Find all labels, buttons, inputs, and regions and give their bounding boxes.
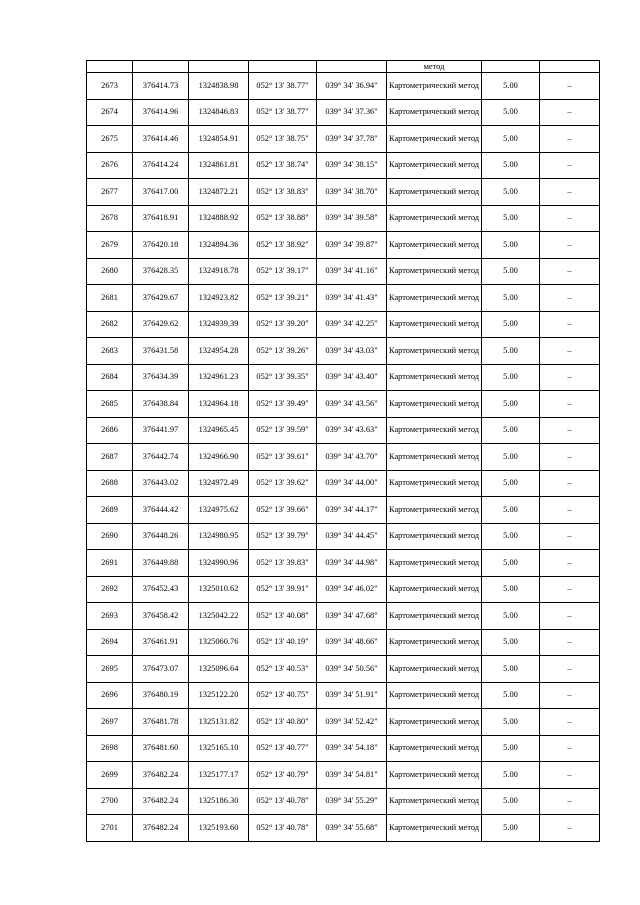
method-cell: Картометрический метод (387, 815, 482, 842)
method-cell: Картометрический метод (387, 576, 482, 603)
latitude-cell: 052° 13' 39.59" (249, 417, 317, 444)
y-coordinate-cell: 1324980.95 (189, 523, 249, 550)
table-row (87, 205, 600, 232)
note-cell: – (540, 73, 600, 100)
x-coordinate-cell (133, 61, 189, 73)
latitude-cell: 052° 13' 40.77" (249, 735, 317, 762)
y-coordinate-cell: 1324964.18 (189, 391, 249, 418)
y-coordinate-cell: 1324939.39 (189, 311, 249, 338)
method-cell: Картометрический метод (387, 788, 482, 815)
accuracy-cell: 5.00 (482, 576, 540, 603)
latitude-cell: 052° 13' 38.74" (249, 152, 317, 179)
table-row (87, 73, 600, 100)
longitude-cell: 039° 34' 39.58" (317, 205, 387, 232)
table-row (87, 417, 600, 444)
y-coordinate-cell: 1324954.28 (189, 338, 249, 365)
longitude-cell: 039° 34' 51.91" (317, 682, 387, 709)
method-cell: Картометрический метод (387, 391, 482, 418)
method-cell: Картометрический метод (387, 152, 482, 179)
longitude-cell: 039° 34' 36.94" (317, 73, 387, 100)
table-row (87, 497, 600, 524)
accuracy-cell: 5.00 (482, 364, 540, 391)
accuracy-cell: 5.00 (482, 709, 540, 736)
latitude-cell: 052° 13' 39.66" (249, 497, 317, 524)
point-number-cell: 2687 (87, 444, 133, 471)
method-cell: Картометрический метод (387, 258, 482, 285)
accuracy-cell: 5.00 (482, 179, 540, 206)
y-coordinate-cell: 1325193.60 (189, 815, 249, 842)
x-coordinate-cell: 376414.73 (133, 73, 189, 100)
method-cell: метод (387, 61, 482, 73)
point-number-cell: 2681 (87, 285, 133, 312)
y-coordinate-cell: 1324861.81 (189, 152, 249, 179)
point-number-cell (87, 61, 133, 73)
table-row (87, 735, 600, 762)
latitude-cell: 052° 13' 39.79" (249, 523, 317, 550)
point-number-cell: 2683 (87, 338, 133, 365)
note-cell: – (540, 258, 600, 285)
y-coordinate-cell: 1324888.92 (189, 205, 249, 232)
x-coordinate-cell: 376441.97 (133, 417, 189, 444)
x-coordinate-cell: 376482.24 (133, 788, 189, 815)
method-cell: Картометрический метод (387, 523, 482, 550)
latitude-cell: 052° 13' 39.61" (249, 444, 317, 471)
accuracy-cell: 5.00 (482, 682, 540, 709)
method-cell: Картометрический метод (387, 735, 482, 762)
latitude-cell: 052° 13' 38.77" (249, 99, 317, 126)
note-cell: – (540, 735, 600, 762)
table-row (87, 179, 600, 206)
y-coordinate-cell: 1324975.62 (189, 497, 249, 524)
x-coordinate-cell: 376438.84 (133, 391, 189, 418)
accuracy-cell: 5.00 (482, 656, 540, 683)
latitude-cell: 052° 13' 39.26" (249, 338, 317, 365)
longitude-cell: 039° 34' 55.68" (317, 815, 387, 842)
point-number-cell: 2676 (87, 152, 133, 179)
longitude-cell: 039° 34' 43.63" (317, 417, 387, 444)
note-cell: – (540, 709, 600, 736)
accuracy-cell: 5.00 (482, 788, 540, 815)
latitude-cell: 052° 13' 39.20" (249, 311, 317, 338)
longitude-cell: 039° 34' 38.70" (317, 179, 387, 206)
method-cell: Картометрический метод (387, 99, 482, 126)
accuracy-cell: 5.00 (482, 629, 540, 656)
note-cell: – (540, 285, 600, 312)
longitude-cell (317, 61, 387, 73)
x-coordinate-cell: 376443.02 (133, 470, 189, 497)
table-row (87, 815, 600, 842)
y-coordinate-cell: 1324854.91 (189, 126, 249, 153)
table-row (87, 629, 600, 656)
point-number-cell: 2697 (87, 709, 133, 736)
table-row (87, 603, 600, 630)
x-coordinate-cell: 376431.58 (133, 338, 189, 365)
note-cell (540, 61, 600, 73)
latitude-cell: 052° 13' 40.75" (249, 682, 317, 709)
y-coordinate-cell: 1324872.21 (189, 179, 249, 206)
note-cell: – (540, 311, 600, 338)
longitude-cell: 039° 34' 48.66" (317, 629, 387, 656)
note-cell: – (540, 550, 600, 577)
x-coordinate-cell: 376481.60 (133, 735, 189, 762)
note-cell: – (540, 205, 600, 232)
y-coordinate-cell: 1325042.22 (189, 603, 249, 630)
point-number-cell: 2684 (87, 364, 133, 391)
longitude-cell: 039° 34' 43.03" (317, 338, 387, 365)
table-row (87, 523, 600, 550)
longitude-cell: 039° 34' 54.18" (317, 735, 387, 762)
table-row (87, 788, 600, 815)
y-coordinate-cell: 1325165.10 (189, 735, 249, 762)
y-coordinate-cell: 1324990.96 (189, 550, 249, 577)
method-cell: Картометрический метод (387, 73, 482, 100)
table-row (87, 709, 600, 736)
y-coordinate-cell: 1325177.17 (189, 762, 249, 789)
method-cell: Картометрический метод (387, 205, 482, 232)
method-cell: Картометрический метод (387, 497, 482, 524)
y-coordinate-cell: 1325122.20 (189, 682, 249, 709)
longitude-cell: 039° 34' 37.78" (317, 126, 387, 153)
x-coordinate-cell: 376417.00 (133, 179, 189, 206)
coordinates-table (86, 60, 600, 842)
note-cell: – (540, 179, 600, 206)
accuracy-cell (482, 61, 540, 73)
x-coordinate-cell: 376442.74 (133, 444, 189, 471)
note-cell: – (540, 417, 600, 444)
latitude-cell: 052° 13' 40.19" (249, 629, 317, 656)
point-number-cell: 2700 (87, 788, 133, 815)
point-number-cell: 2678 (87, 205, 133, 232)
latitude-cell: 052° 13' 40.78" (249, 788, 317, 815)
method-cell: Картометрический метод (387, 656, 482, 683)
y-coordinate-cell: 1325096.64 (189, 656, 249, 683)
x-coordinate-cell: 376414.96 (133, 99, 189, 126)
table-row (87, 285, 600, 312)
point-number-cell: 2677 (87, 179, 133, 206)
point-number-cell: 2680 (87, 258, 133, 285)
point-number-cell: 2674 (87, 99, 133, 126)
longitude-cell: 039° 34' 44.00" (317, 470, 387, 497)
longitude-cell: 039° 34' 41.16" (317, 258, 387, 285)
method-cell: Картометрический метод (387, 417, 482, 444)
x-coordinate-cell: 376452.43 (133, 576, 189, 603)
y-coordinate-cell: 1324972.49 (189, 470, 249, 497)
latitude-cell: 052° 13' 40.53" (249, 656, 317, 683)
method-cell: Картометрический метод (387, 762, 482, 789)
table-row (87, 126, 600, 153)
latitude-cell: 052° 13' 38.77" (249, 73, 317, 100)
longitude-cell: 039° 34' 44.45" (317, 523, 387, 550)
method-cell: Картометрический метод (387, 338, 482, 365)
latitude-cell: 052° 13' 39.91" (249, 576, 317, 603)
point-number-cell: 2688 (87, 470, 133, 497)
y-coordinate-cell: 1324923.82 (189, 285, 249, 312)
longitude-cell: 039° 34' 42.25" (317, 311, 387, 338)
point-number-cell: 2694 (87, 629, 133, 656)
latitude-cell: 052° 13' 38.83" (249, 179, 317, 206)
x-coordinate-cell: 376473.07 (133, 656, 189, 683)
x-coordinate-cell: 376482.24 (133, 815, 189, 842)
table-row (87, 99, 600, 126)
table-row (87, 338, 600, 365)
longitude-cell: 039° 34' 47.68" (317, 603, 387, 630)
longitude-cell: 039° 34' 44.17" (317, 497, 387, 524)
table-row (87, 682, 600, 709)
note-cell: – (540, 629, 600, 656)
y-coordinate-cell: 1324846.83 (189, 99, 249, 126)
point-number-cell: 2690 (87, 523, 133, 550)
latitude-cell: 052° 13' 39.21" (249, 285, 317, 312)
x-coordinate-cell: 376414.24 (133, 152, 189, 179)
x-coordinate-cell: 376448.26 (133, 523, 189, 550)
point-number-cell: 2699 (87, 762, 133, 789)
table-row (87, 470, 600, 497)
table-row (87, 258, 600, 285)
method-cell: Картометрический метод (387, 629, 482, 656)
note-cell: – (540, 656, 600, 683)
accuracy-cell: 5.00 (482, 73, 540, 100)
note-cell: – (540, 232, 600, 259)
table-row (87, 444, 600, 471)
point-number-cell: 2682 (87, 311, 133, 338)
point-number-cell: 2698 (87, 735, 133, 762)
y-coordinate-cell: 1324894.36 (189, 232, 249, 259)
x-coordinate-cell: 376429.67 (133, 285, 189, 312)
y-coordinate-cell: 1324966.90 (189, 444, 249, 471)
point-number-cell: 2679 (87, 232, 133, 259)
latitude-cell: 052° 13' 40.08" (249, 603, 317, 630)
method-cell: Картометрический метод (387, 709, 482, 736)
longitude-cell: 039° 34' 41.43" (317, 285, 387, 312)
x-coordinate-cell: 376434.39 (133, 364, 189, 391)
x-coordinate-cell: 376461.91 (133, 629, 189, 656)
note-cell: – (540, 815, 600, 842)
method-cell: Картометрический метод (387, 126, 482, 153)
accuracy-cell: 5.00 (482, 258, 540, 285)
y-coordinate-cell (189, 61, 249, 73)
note-cell: – (540, 603, 600, 630)
latitude-cell (249, 61, 317, 73)
latitude-cell: 052° 13' 38.92" (249, 232, 317, 259)
note-cell: – (540, 99, 600, 126)
table-row (87, 391, 600, 418)
point-number-cell: 2686 (87, 417, 133, 444)
x-coordinate-cell: 376449.88 (133, 550, 189, 577)
table-row (87, 232, 600, 259)
note-cell: – (540, 788, 600, 815)
note-cell: – (540, 497, 600, 524)
y-coordinate-cell: 1324961.23 (189, 364, 249, 391)
x-coordinate-cell: 376414.46 (133, 126, 189, 153)
point-number-cell: 2691 (87, 550, 133, 577)
x-coordinate-cell: 376429.62 (133, 311, 189, 338)
method-cell: Картометрический метод (387, 470, 482, 497)
accuracy-cell: 5.00 (482, 99, 540, 126)
note-cell: – (540, 152, 600, 179)
method-cell: Картометрический метод (387, 444, 482, 471)
note-cell: – (540, 364, 600, 391)
longitude-cell: 039° 34' 54.81" (317, 762, 387, 789)
latitude-cell: 052° 13' 40.80" (249, 709, 317, 736)
longitude-cell: 039° 34' 43.70" (317, 444, 387, 471)
y-coordinate-cell: 1325010.62 (189, 576, 249, 603)
point-number-cell: 2701 (87, 815, 133, 842)
accuracy-cell: 5.00 (482, 391, 540, 418)
y-coordinate-cell: 1324838.98 (189, 73, 249, 100)
table-body (87, 61, 600, 842)
longitude-cell: 039° 34' 52.42" (317, 709, 387, 736)
method-cell: Картометрический метод (387, 364, 482, 391)
method-cell: Картометрический метод (387, 232, 482, 259)
point-number-cell: 2685 (87, 391, 133, 418)
y-coordinate-cell: 1324965.45 (189, 417, 249, 444)
method-cell: Картометрический метод (387, 285, 482, 312)
note-cell: – (540, 391, 600, 418)
latitude-cell: 052° 13' 40.79" (249, 762, 317, 789)
point-number-cell: 2696 (87, 682, 133, 709)
x-coordinate-cell: 376481.78 (133, 709, 189, 736)
accuracy-cell: 5.00 (482, 152, 540, 179)
x-coordinate-cell: 376420.18 (133, 232, 189, 259)
latitude-cell: 052° 13' 40.78" (249, 815, 317, 842)
latitude-cell: 052° 13' 39.49" (249, 391, 317, 418)
y-coordinate-cell: 1325131.82 (189, 709, 249, 736)
accuracy-cell: 5.00 (482, 497, 540, 524)
accuracy-cell: 5.00 (482, 311, 540, 338)
accuracy-cell: 5.00 (482, 470, 540, 497)
accuracy-cell: 5.00 (482, 205, 540, 232)
point-number-cell: 2692 (87, 576, 133, 603)
x-coordinate-cell: 376444.42 (133, 497, 189, 524)
accuracy-cell: 5.00 (482, 338, 540, 365)
longitude-cell: 039° 34' 44.98" (317, 550, 387, 577)
point-number-cell: 2689 (87, 497, 133, 524)
point-number-cell: 2693 (87, 603, 133, 630)
point-number-cell: 2673 (87, 73, 133, 100)
accuracy-cell: 5.00 (482, 126, 540, 153)
latitude-cell: 052° 13' 39.83" (249, 550, 317, 577)
x-coordinate-cell: 376480.19 (133, 682, 189, 709)
x-coordinate-cell: 376482.24 (133, 762, 189, 789)
method-cell: Картометрический метод (387, 603, 482, 630)
table-row (87, 656, 600, 683)
y-coordinate-cell: 1325060.76 (189, 629, 249, 656)
longitude-cell: 039° 34' 50.56" (317, 656, 387, 683)
longitude-cell: 039° 34' 55.29" (317, 788, 387, 815)
note-cell: – (540, 444, 600, 471)
accuracy-cell: 5.00 (482, 232, 540, 259)
accuracy-cell: 5.00 (482, 735, 540, 762)
latitude-cell: 052° 13' 39.17" (249, 258, 317, 285)
note-cell: – (540, 338, 600, 365)
x-coordinate-cell: 376428.35 (133, 258, 189, 285)
accuracy-cell: 5.00 (482, 285, 540, 312)
accuracy-cell: 5.00 (482, 762, 540, 789)
accuracy-cell: 5.00 (482, 603, 540, 630)
method-cell: Картометрический метод (387, 179, 482, 206)
point-number-cell: 2695 (87, 656, 133, 683)
longitude-cell: 039° 34' 37.36" (317, 99, 387, 126)
accuracy-cell: 5.00 (482, 444, 540, 471)
method-cell: Картометрический метод (387, 550, 482, 577)
table-row (87, 311, 600, 338)
accuracy-cell: 5.00 (482, 523, 540, 550)
table-row (87, 364, 600, 391)
longitude-cell: 039° 34' 38.15" (317, 152, 387, 179)
table-row-continued (87, 61, 600, 73)
y-coordinate-cell: 1325186.30 (189, 788, 249, 815)
note-cell: – (540, 126, 600, 153)
accuracy-cell: 5.00 (482, 815, 540, 842)
note-cell: – (540, 682, 600, 709)
note-cell: – (540, 576, 600, 603)
latitude-cell: 052° 13' 38.88" (249, 205, 317, 232)
longitude-cell: 039° 34' 43.56" (317, 391, 387, 418)
note-cell: – (540, 523, 600, 550)
x-coordinate-cell: 376458.42 (133, 603, 189, 630)
note-cell: – (540, 762, 600, 789)
longitude-cell: 039° 34' 39.87" (317, 232, 387, 259)
x-coordinate-cell: 376418.91 (133, 205, 189, 232)
note-cell: – (540, 470, 600, 497)
accuracy-cell: 5.00 (482, 417, 540, 444)
longitude-cell: 039° 34' 43.40" (317, 364, 387, 391)
latitude-cell: 052° 13' 39.62" (249, 470, 317, 497)
latitude-cell: 052° 13' 38.75" (249, 126, 317, 153)
latitude-cell: 052° 13' 39.35" (249, 364, 317, 391)
y-coordinate-cell: 1324918.78 (189, 258, 249, 285)
method-cell: Картометрический метод (387, 682, 482, 709)
method-cell: Картометрический метод (387, 311, 482, 338)
table-row (87, 152, 600, 179)
longitude-cell: 039° 34' 46.02" (317, 576, 387, 603)
accuracy-cell: 5.00 (482, 550, 540, 577)
table-row (87, 550, 600, 577)
table-row (87, 576, 600, 603)
table-row (87, 762, 600, 789)
point-number-cell: 2675 (87, 126, 133, 153)
